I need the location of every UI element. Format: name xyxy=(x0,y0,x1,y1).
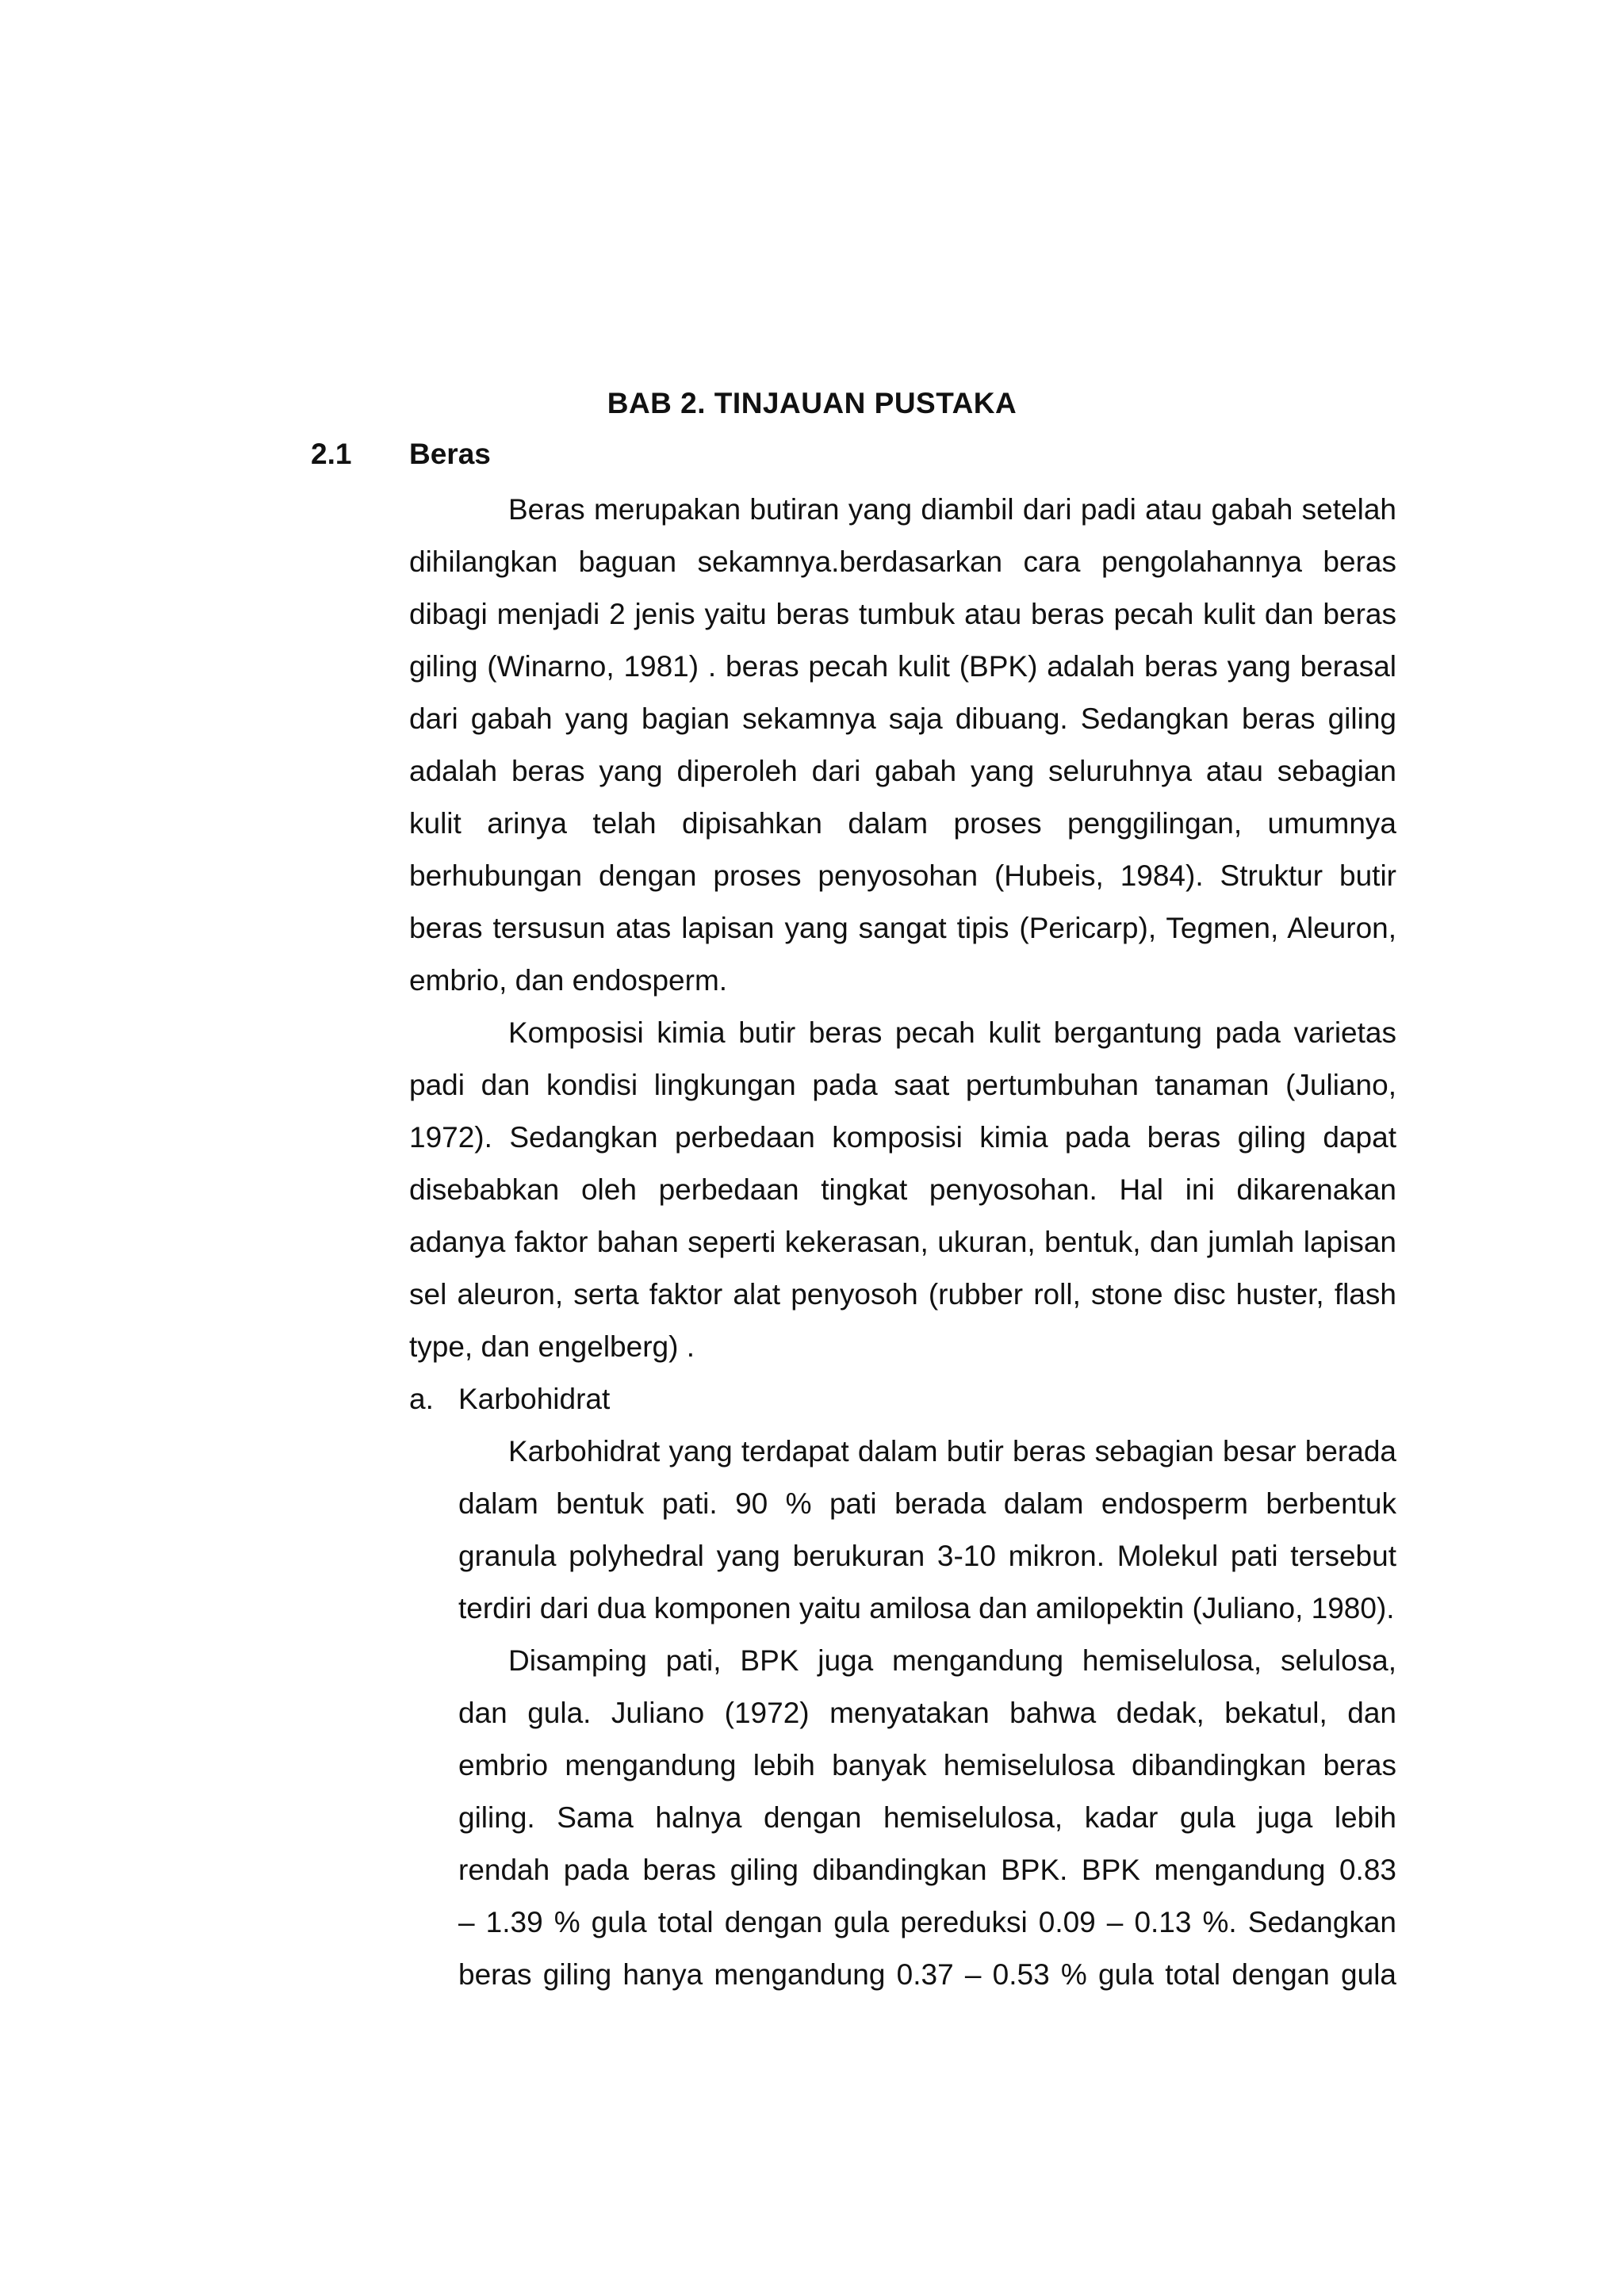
subsection-marker: a. xyxy=(409,1383,434,1415)
text-line: – 1.39 % gula total dengan gula pereduksi 0.09 – 0.13 %. Sedangkan xyxy=(458,1906,1396,1938)
section-number: 2.1 xyxy=(311,438,352,470)
paragraph-komposisi-kimia: Komposisi kimia butir beras pecah kulit bergantung pada varietas padi dan kondisi lingkungan pada saat pertumbuhan tanaman (Juliano, 1972). Sedangkan perbedaan komposisi kimia pada beras giling dapat disebabkan oleh perbedaan tingkat penyosohan. Hal ini dikarenakan adanya faktor bahan seperti kekerasan, ukuran, bentuk, dan jumlah lapisan sel aleuron, serta faktor alat penyosoh (rubber roll, stone disc huster, flash type, dan engelberg) . xyxy=(409,1016,1396,1363)
section-title: Beras xyxy=(409,438,491,470)
subsection-heading xyxy=(409,1373,1396,1425)
chapter-title: BAB 2. TINJAUAN PUSTAKA xyxy=(607,387,1017,419)
text-line: beras giling hanya mengandung 0.37 – 0.53 % gula total dengan gula xyxy=(458,1958,1396,1991)
text-line: Disamping pati, BPK juga mengandung hemiselulosa, selulosa, xyxy=(508,1644,1396,1677)
text-line: dan gula. Juliano (1972) menyatakan bahwa dedak, bekatul, dan xyxy=(458,1697,1396,1729)
section-body xyxy=(409,484,1396,2001)
paragraph-beras-definition: Beras merupakan butiran yang diambil dari padi atau gabah setelah dihilangkan baguan sekamnya.berdasarkan cara pengolahannya beras dibagi menjadi 2 jenis yaitu beras tumbuk atau beras pecah kulit dan beras giling (Winarno, 1981) . beras pecah kulit (BPK) adalah beras yang berasal dari gabah yang bagian sekamnya saja dibuang. Sedangkan beras giling adalah beras yang diperoleh dari gabah yang seluruhnya atau sebagian kulit arinya telah dipisahkan dalam proses penggilingan, umumnya berhubungan dengan proses penyosohan (Hubeis, 1984). Struktur butir beras tersusun atas lapisan yang sangat tipis (Pericarp), Tegmen, Aleuron, embrio, dan endosperm. xyxy=(409,493,1396,997)
paragraph-karbohidrat-pati: Karbohidrat yang terdapat dalam butir beras sebagian besar berada dalam bentuk pati. 90 % pati berada dalam endosperm berbentuk granula polyhedral yang berukuran 3-10 mikron. Molekul pati tersebut terdiri dari dua komponen yaitu amilosa dan amilopektin (Juliano, 1980). xyxy=(458,1435,1396,1624)
text-line: giling. Sama halnya dengan hemiselulosa, kadar gula juga lebih xyxy=(458,1801,1396,1834)
paragraph-hemiselulosa-gula xyxy=(458,1635,1396,2001)
text-line: rendah pada beras giling dibandingkan BPK. BPK mengandung 0.83 xyxy=(458,1854,1396,1886)
text-line: embrio mengandung lebih banyak hemiselulosa dibandingkan beras xyxy=(458,1749,1396,1781)
subsection-title: Karbohidrat xyxy=(458,1383,611,1415)
subsection-body xyxy=(458,1425,1396,2001)
